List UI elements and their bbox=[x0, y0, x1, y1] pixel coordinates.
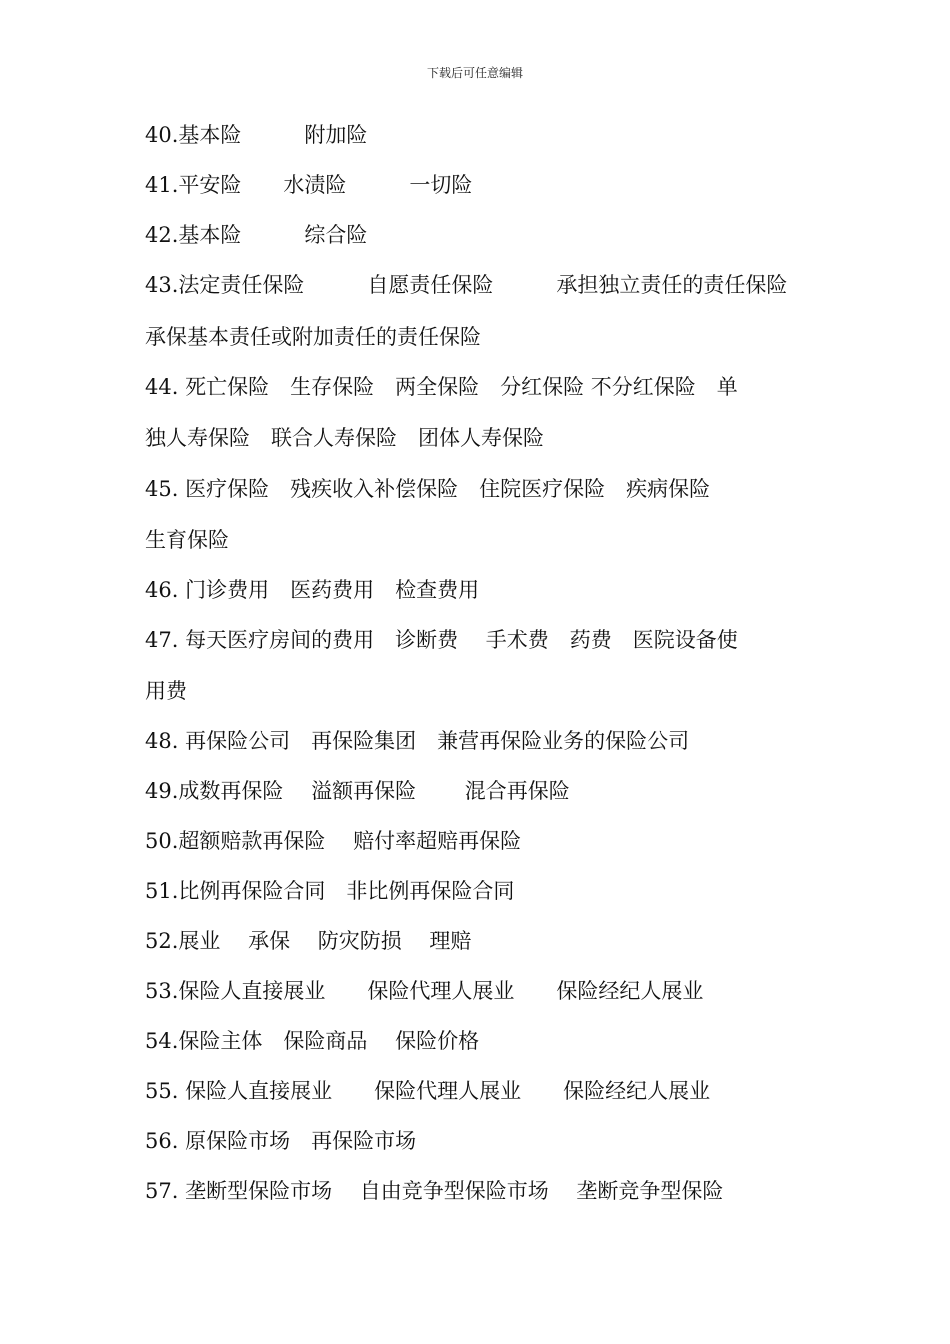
page-header: 下载后可任意编辑 bbox=[426, 66, 523, 80]
text-line-41: 41.平安险 水渍险 一切险 bbox=[145, 173, 473, 197]
text-line-43-cont: 承保基本责任或附加责任的责任保险 bbox=[145, 325, 481, 349]
text-line-56: 56. 原保险市场 再保险市场 bbox=[145, 1129, 417, 1153]
text-line-50: 50.超额赔款再保险 赔付率超赔再保险 bbox=[145, 829, 522, 853]
text-line-52: 52.展业 承保 防灾防损 理赔 bbox=[145, 929, 472, 953]
text-line-44: 44. 死亡保险 生存保险 两全保险 分红保险 不分红保险 单 bbox=[145, 375, 738, 399]
text-line-44-cont: 独人寿保险 联合人寿保险 团体人寿保险 bbox=[145, 426, 544, 450]
text-line-53: 53.保险人直接展业 保险代理人展业 保险经纪人展业 bbox=[145, 979, 704, 1003]
text-line-51: 51.比例再保险合同 非比例再保险合同 bbox=[145, 879, 515, 903]
text-line-48: 48. 再保险公司 再保险集团 兼营再保险业务的保险公司 bbox=[145, 729, 690, 753]
text-line-45: 45. 医疗保险 残疾收入补偿保险 住院医疗保险 疾病保险 bbox=[145, 477, 711, 501]
text-line-42: 42.基本险 综合险 bbox=[145, 223, 368, 247]
text-line-45-cont: 生育保险 bbox=[145, 528, 229, 552]
text-line-47-cont: 用费 bbox=[145, 679, 187, 703]
text-line-46: 46. 门诊费用 医药费用 检查费用 bbox=[145, 578, 480, 602]
text-line-49: 49.成数再保险 溢额再保险 混合再保险 bbox=[145, 779, 570, 803]
text-line-43: 43.法定责任保险 自愿责任保险 承担独立责任的责任保险 bbox=[145, 273, 788, 297]
text-line-57: 57. 垄断型保险市场 自由竞争型保险市场 垄断竞争型保险 bbox=[145, 1179, 724, 1203]
text-line-55: 55. 保险人直接展业 保险代理人展业 保险经纪人展业 bbox=[145, 1079, 711, 1103]
text-line-40: 40.基本险 附加险 bbox=[145, 123, 368, 147]
text-line-54: 54.保险主体 保险商品 保险价格 bbox=[145, 1029, 480, 1053]
text-line-47: 47. 每天医疗房间的费用 诊断费 手术费 药费 医院设备使 bbox=[145, 628, 738, 652]
